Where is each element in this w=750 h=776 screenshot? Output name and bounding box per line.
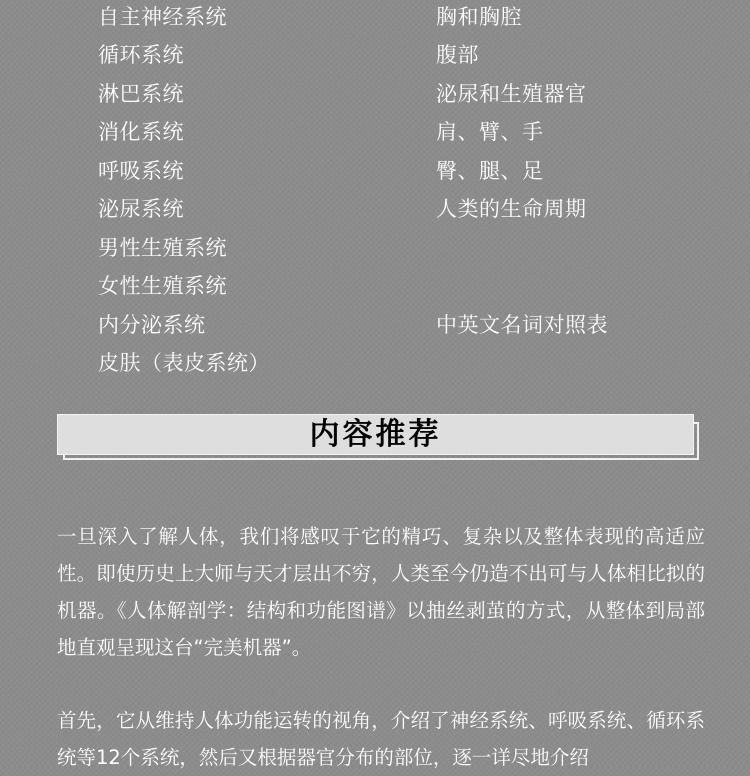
toc-item: 泌尿和生殖器官 bbox=[436, 82, 587, 106]
toc-item: 腹部 bbox=[436, 43, 479, 67]
description-paragraph: 一旦深入了解人体，我们将感叹于它的精巧、复杂以及整体表现的高适应性。即使历史上大师与天才层出不穷，人类至今仍造不出可与人体相比拟的机器。《人体解剖学：结构和功能图谱》以抽丝剥茧的方式，从整体到局部地直观呈现这台“完美机器”。 bbox=[57, 525, 705, 659]
toc-item: 臀、腿、足 bbox=[436, 159, 544, 183]
section-banner bbox=[57, 414, 701, 462]
toc-item: 消化系统 bbox=[98, 120, 184, 144]
toc-item: 男性生殖系统 bbox=[98, 236, 227, 260]
toc-item: 皮肤（表皮系统） bbox=[98, 351, 270, 375]
toc-item: 胸和胸腔 bbox=[436, 5, 522, 29]
toc-item: 肩、臂、手 bbox=[436, 120, 544, 144]
toc-item: 自主神经系统 bbox=[98, 5, 227, 29]
banner-box bbox=[57, 414, 694, 455]
toc-item: 淋巴系统 bbox=[98, 82, 184, 106]
toc-item: 人类的生命周期 bbox=[436, 197, 587, 221]
toc-item: 中英文名词对照表 bbox=[436, 313, 608, 337]
toc-item: 女性生殖系统 bbox=[98, 274, 227, 298]
toc-item: 呼吸系统 bbox=[98, 159, 184, 183]
toc-item: 循环系统 bbox=[98, 43, 184, 67]
description-paragraph: 首先，它从维持人体功能运转的视角，介绍了神经系统、呼吸系统、循环系统等12个系统，然后又根据器官分布的部位，逐一详尽地介绍 bbox=[57, 709, 705, 769]
toc-item: 内分泌系统 bbox=[98, 313, 206, 337]
toc-item: 泌尿系统 bbox=[98, 197, 184, 221]
section-title: 内容推荐 bbox=[309, 417, 442, 452]
